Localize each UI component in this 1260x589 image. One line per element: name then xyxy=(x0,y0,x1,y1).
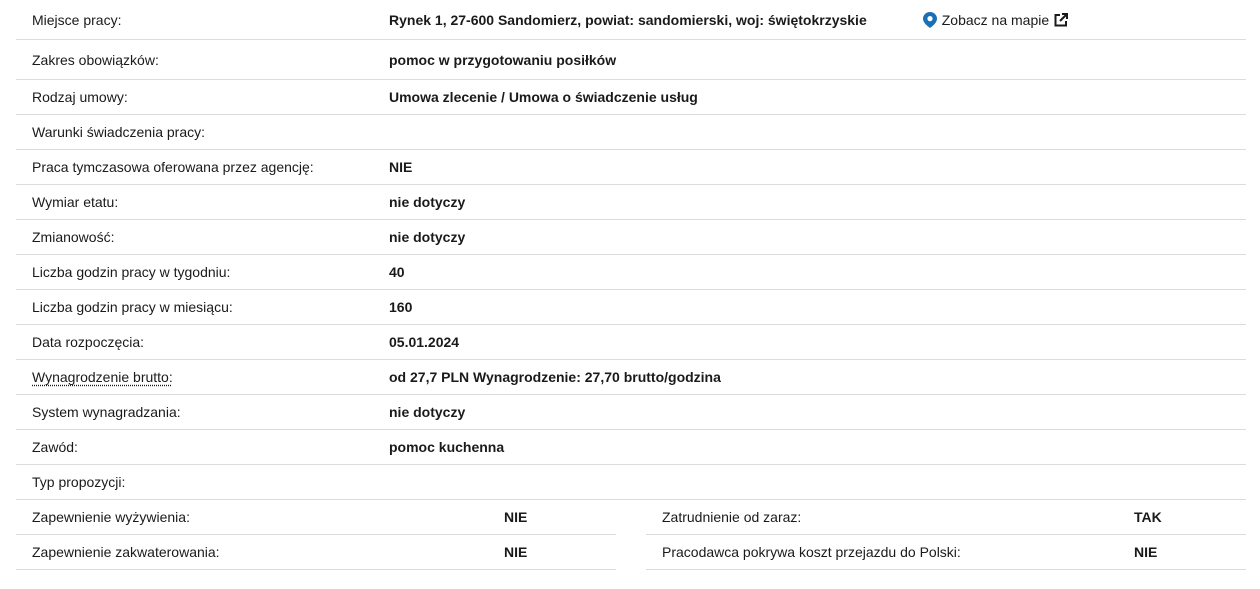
row-label: Zawód: xyxy=(32,439,78,455)
row-start-date xyxy=(16,325,1246,360)
gross-salary-label-text: Wynagrodzenie brutto: xyxy=(32,369,173,385)
row-value: 160 xyxy=(389,299,413,315)
row-value: NIE xyxy=(504,509,528,525)
row-label: Zapewnienie zakwaterowania: xyxy=(32,544,220,560)
row-label: Data rozpoczęcia: xyxy=(32,334,145,350)
row-label: Typ propozycji: xyxy=(32,474,126,490)
row-value: nie dotyczy xyxy=(389,229,466,245)
row-offer-type xyxy=(16,465,1246,500)
row-shifts xyxy=(16,220,1246,255)
row-label: Liczba godzin pracy w tygodniu: xyxy=(32,264,231,280)
row-work-location xyxy=(16,0,1246,40)
row-label: System wynagradzania: xyxy=(32,404,181,420)
row-label: Warunki świadczenia pracy: xyxy=(32,124,205,140)
benefits-left-column xyxy=(16,500,616,570)
external-link-icon xyxy=(1054,13,1068,27)
work-location-value: Rynek 1, 27-600 Sandomierz, powiat: sandomierski, woj: świętokrzyskie xyxy=(389,11,867,28)
row-travel-cost-covered xyxy=(646,535,1246,570)
row-pay-system xyxy=(16,395,1246,430)
row-value: 05.01.2024 xyxy=(389,334,460,350)
row-work-conditions xyxy=(16,115,1246,150)
row-label: Pracodawca pokrywa koszt przejazdu do Polski: xyxy=(662,544,961,560)
see-on-map-link[interactable] xyxy=(923,12,1068,28)
see-on-map-label: Zobacz na mapie xyxy=(941,11,1050,28)
row-label: Zatrudnienie od zaraz: xyxy=(662,509,802,525)
row-value: pomoc kuchenna xyxy=(389,439,505,455)
row-value: nie dotyczy xyxy=(389,194,466,210)
row-label: Zakres obowiązków: xyxy=(32,51,159,68)
row-working-time xyxy=(16,185,1246,220)
row-label: Liczba godzin pracy w miesiącu: xyxy=(32,299,233,315)
row-value: NIE xyxy=(1134,544,1158,560)
row-duties xyxy=(16,40,1246,80)
row-value: pomoc w przygotowaniu posiłków xyxy=(389,51,617,68)
row-accommodation-provided xyxy=(16,535,616,570)
row-label: Praca tymczasowa oferowana przez agencję: xyxy=(32,159,314,175)
row-label: Zmianowość: xyxy=(32,229,115,245)
row-value: nie dotyczy xyxy=(389,404,466,420)
row-value: Umowa zlecenie / Umowa o świadczenie usług xyxy=(389,89,698,105)
row-contract-type xyxy=(16,80,1246,115)
row-immediate-employment xyxy=(646,500,1246,535)
row-value: od 27,7 PLN Wynagrodzenie: 27,70 brutto/godzina xyxy=(389,369,721,385)
row-value: 40 xyxy=(389,264,405,280)
row-hours-per-week xyxy=(16,255,1246,290)
row-occupation xyxy=(16,430,1246,465)
row-temp-agency xyxy=(16,150,1246,185)
row-gross-salary xyxy=(16,360,1246,395)
row-label: Wymiar etatu: xyxy=(32,194,119,210)
map-pin-icon xyxy=(923,12,937,28)
row-value: NIE xyxy=(504,544,528,560)
row-hours-per-month xyxy=(16,290,1246,325)
row-label: Rodzaj umowy: xyxy=(32,89,128,105)
gross-salary-label[interactable] xyxy=(16,369,389,385)
row-label: Zapewnienie wyżywienia: xyxy=(32,509,190,525)
job-details-table xyxy=(16,0,1246,570)
benefits-grid xyxy=(16,500,1246,570)
benefits-right-column xyxy=(646,500,1246,570)
row-label: Miejsce pracy: xyxy=(32,11,122,28)
row-meals-provided xyxy=(16,500,616,535)
row-value: TAK xyxy=(1134,509,1162,525)
row-value: NIE xyxy=(389,159,413,175)
